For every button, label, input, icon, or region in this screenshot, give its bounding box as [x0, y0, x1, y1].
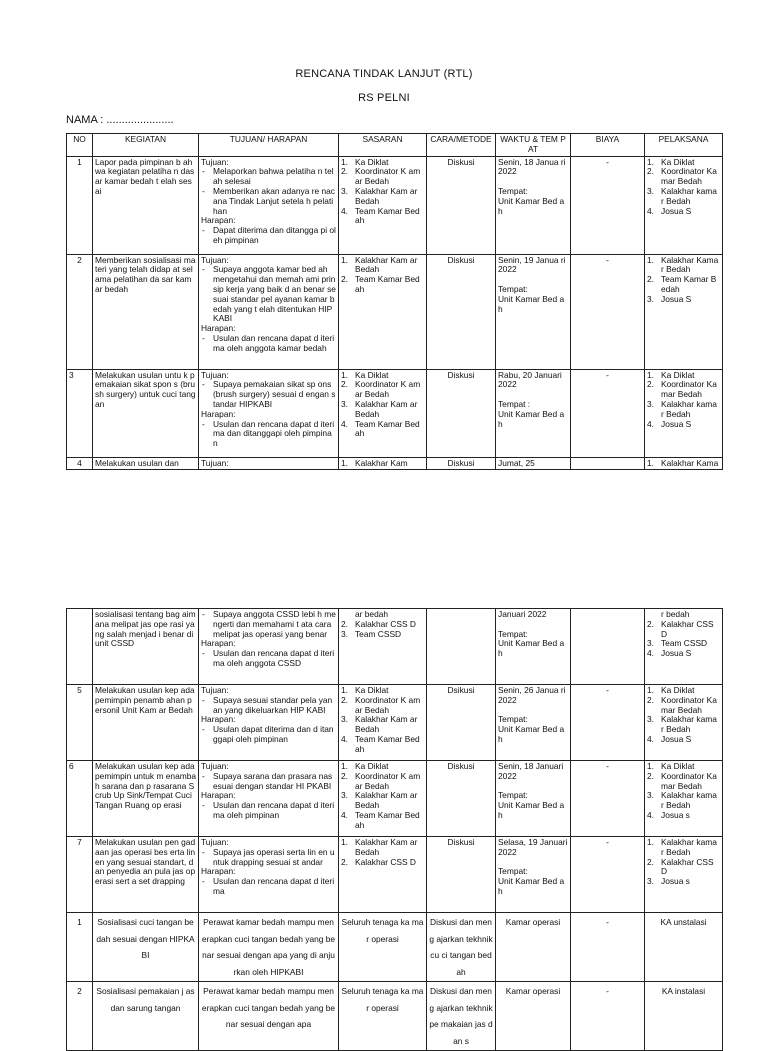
row-metode: Diskusi: [427, 457, 496, 470]
row-sasaran: [339, 457, 427, 470]
row-no: 2: [67, 982, 93, 1051]
sasaran-item: 2. Koordinator K amar Bedah: [341, 770, 421, 791]
sasaran-item: 1. Kalakhar Kam: [341, 457, 408, 468]
pelaksana-item: 1. Ka Diklat: [647, 369, 695, 380]
pelaksana-item: 1. Kalakhar kama r Bedah: [647, 837, 717, 857]
sasaran-item: 2. Kalakhar CSS D: [341, 618, 416, 629]
row-pelaksana: [645, 761, 723, 837]
sasaran-item: 1. Ka Diklat: [341, 156, 389, 167]
row-no: [67, 609, 93, 685]
row-sasaran: Seluruh tenaga ka mar operasi: [339, 913, 427, 982]
row-kegiatan: sosialisasi tentang bag aimana melipat jas ope rasi yang salah menjad i benar di unit CSSD: [93, 609, 199, 685]
row-metode: [427, 609, 496, 685]
document-subtitle: RS PELNI: [358, 92, 410, 104]
pelaksana-item: 1. Ka Diklat: [647, 156, 695, 167]
row-sasaran: ar bedah 2. Kalakhar CSS D 3. Team CSSD: [339, 609, 427, 685]
row-no: 1: [67, 913, 93, 982]
sasaran-item: 3. Kalakhar Kam ar Bedah: [341, 790, 418, 811]
tujuan-item: - Memberikan akan adanya re nacana Tindak Lanjut setela h pelatihan: [201, 187, 336, 216]
sasaran-item: 1. Ka Diklat: [341, 685, 389, 695]
row-sasaran: [339, 837, 427, 913]
row-tujuan: Tujuan: - Supaya anggota kamar bed ah mengetahui dan memah ami prinsip kerja yang baik d an benar sesuai standar pel ayanan kamar bedah yang t elah ditentukan HIPKABI Harapan: - Usulan dan rencana dapat d iterima oleh anggota kamar bedah: [199, 254, 339, 369]
row-tujuan: Tujuan:: [199, 457, 339, 470]
row-sasaran: [339, 156, 427, 254]
sasaran-item: 2. Koordinator K amar Bedah: [341, 379, 421, 400]
table-row: [67, 457, 723, 470]
row-sasaran: [339, 761, 427, 837]
row-kegiatan: Lapor pada pimpinan b ahwa kegiatan pelatiha n dasar kamar bedah t elah sesai: [93, 156, 199, 254]
sasaran-item: 2. Team Kamar Bedah: [341, 274, 420, 294]
harapan-item: - Usulan dan rencana dapat d iterima oleh anggota CSSD: [201, 649, 336, 669]
nama-field: NAMA : ......................: [66, 114, 174, 126]
harapan-item: - Usulan dan rencana dapat d iterima oleh anggota kamar bedah: [201, 334, 336, 354]
row-no: 2: [67, 254, 93, 369]
table-row: [67, 369, 723, 457]
harapan-item: - Usulan dan rencana dapat d iterima dan ditanggapi oleh pimpinan: [201, 420, 336, 449]
row-pelaksana: [645, 685, 723, 761]
pelaksana-item: 3. Josua s: [647, 876, 690, 887]
header-biaya: BIAYA: [571, 134, 645, 157]
sasaran-item: 1. Kalakhar Kam ar Bedah: [341, 837, 418, 857]
row-pelaksana: [645, 254, 723, 369]
sasaran-item: 1. Ka Diklat: [341, 761, 389, 771]
harapan-item: - Usulan dapat diterima dan d itanggapi oleh pimpinan: [201, 725, 336, 745]
table-row: [67, 837, 723, 913]
rtl-table-page-2: [66, 608, 723, 1051]
harapan-item: - Dapat diterima dan ditangga pi oleh pimpinan: [201, 226, 336, 246]
rtl-table-page-1: [66, 133, 723, 470]
pelaksana-item: 4. Josua S: [647, 205, 692, 216]
row-tujuan: Tujuan: - Supaya sarana dan prasara nasesuai dengan standar HI PKABI Harapan: - Usulan dan rencana dapat d iterima oleh pimpinan: [199, 761, 339, 837]
table-row: [67, 982, 723, 1051]
table-row-continued: [67, 609, 723, 685]
pelaksana-item: 1. Kalakhar Kama r Bedah: [647, 254, 719, 275]
tujuan-item: - Supaya pemakaian sikat sp ons (brush surgery) sesuai d engan standar HIPKABI: [201, 380, 336, 409]
pelaksana-item: 2. Koordinator Ka mar Bedah: [647, 770, 717, 791]
harapan-item: - Usulan dan rencana dapat d iterima: [201, 877, 336, 897]
document-title: RENCANA TINDAK LANJUT (RTL): [295, 68, 473, 80]
row-metode: Diskusi: [427, 156, 496, 254]
row-kegiatan: Sosialisasi cuci tangan bedah sesuai dengan HIPKABI: [93, 913, 199, 982]
row-pelaksana: r bedah 2. Kalakhar CSS D 3. Team CSSD 4. Josua S: [645, 609, 723, 685]
pelaksana-item: 4. Josua S: [647, 648, 692, 659]
pelaksana-item: 4. Josua S: [647, 733, 692, 744]
row-tujuan: Tujuan: - Supaya sesuai standar pela yanan yang dikeluarkan HIP KABI Harapan: - Usulan dapat diterima dan d itanggapi oleh pimpinan: [199, 685, 339, 761]
row-no: 7: [67, 837, 93, 913]
row-kegiatan: Melakukan usulan untu k pemakaian sikat spon s (brush surgery) untuk cuci tangan: [93, 369, 199, 457]
row-waktu: Jumat, 25: [496, 457, 571, 470]
row-waktu: Senin, 18 Janua ri 2022 Tempat: Unit Kamar Bed ah: [496, 156, 571, 254]
tujuan-item: - Supaya sesuai standar pela yanan yang dikeluarkan HIP KABI: [201, 696, 336, 716]
row-tujuan: Tujuan: - Supaya pemakaian sikat sp ons (brush surgery) sesuai d engan standar HIPKABI Harapan: - Usulan dan rencana dapat d iterima dan ditanggapi oleh pimpinan: [199, 369, 339, 457]
row-metode: Diskusi: [427, 254, 496, 369]
sasaran-item: 1. Kalakhar Kam ar Bedah: [341, 254, 418, 275]
row-waktu: Senin, 19 Janua ri 2022 Tempat: Unit Kamar Bed ah: [496, 254, 571, 369]
page-gap: [0, 480, 768, 608]
row-metode: Diskusi dan meng ajarkan tekhnik cu ci tangan bedah: [427, 913, 496, 982]
row-pelaksana: KA unstalasi: [645, 913, 723, 982]
row-pelaksana: [645, 369, 723, 457]
table-row: [67, 685, 723, 761]
row-no: 3: [67, 369, 93, 457]
row-kegiatan: Sosialisasi pemakaian j as dan sarung tangan: [93, 982, 199, 1051]
sasaran-item: 3. Kalakhar Kam ar Bedah: [341, 714, 418, 735]
row-biaya: -: [571, 913, 645, 982]
row-kegiatan: Melakukan usulan dan: [93, 457, 199, 470]
row-kegiatan: Melakukan usulan kep ada pemimpin untuk m enambah sarana dan p rasarana Scrub Up Sink/Tempat Cuci Tangan Ruang op erasi: [93, 761, 199, 837]
sasaran-item: 4. Team Kamar Bedah: [341, 205, 420, 226]
row-no: 6: [67, 761, 93, 837]
row-metode: Dsikusi: [427, 685, 496, 761]
sasaran-item: 3. Team CSSD: [341, 628, 402, 639]
row-sasaran: [339, 369, 427, 457]
pelaksana-item: 4. Josua s: [647, 809, 690, 820]
row-waktu: Senin, 18 Januari 2022 Tempat: Unit Kamar Bed ah: [496, 761, 571, 837]
pelaksana-item: 2. Koordinator Ka mar Bedah: [647, 694, 717, 715]
row-waktu: Rabu, 20 Januari 2022 Tempat : Unit Kamar Bed ah: [496, 369, 571, 457]
sasaran-item: 3. Kalakhar Kam ar Bedah: [341, 185, 418, 206]
row-tujuan: Perawat kamar bedah mampu menerapkan cuci tangan bedah yang benar sesuai dengan apa yang di anjurkan oleh HIPKABI: [199, 913, 339, 982]
pelaksana-item: 1. Ka Diklat: [647, 761, 695, 771]
pelaksana-item: 2. Kalakhar CSS D: [647, 618, 714, 639]
header-kegiatan: KEGIATAN: [93, 134, 199, 157]
header-waktu: WAKTU & TEM PAT: [496, 134, 571, 157]
row-tujuan: Perawat kamar bedah mampu menerapkan cuci tangan bedah yang benar sesuai dengan apa: [199, 982, 339, 1051]
tujuan-label: Tujuan:: [201, 156, 229, 167]
table-row: [67, 761, 723, 837]
document-page-2: [0, 608, 768, 1046]
row-biaya: [571, 457, 645, 470]
row-waktu: Senin, 26 Janua ri 2022 Tempat: Unit Kamar Bed ah: [496, 685, 571, 761]
row-kegiatan: Memberikan sosialisasi materi yang telah didap at selama pelatihan da sar kamar bedah: [93, 254, 199, 369]
row-biaya: -: [571, 982, 645, 1051]
pelaksana-item: 3. Kalakhar kama r Bedah: [647, 398, 717, 419]
row-metode: Diskusi: [427, 369, 496, 457]
pelaksana-item: 2. Kalakhar CSS D: [647, 856, 714, 877]
row-kegiatan: Melakukan usulan kep ada pemimpin penamb ahan personil Unit Kam ar Bedah: [93, 685, 199, 761]
row-no: 1: [67, 156, 93, 254]
row-sasaran: [339, 685, 427, 761]
pelaksana-item: 4. Josua S: [647, 418, 692, 429]
row-pelaksana: [645, 457, 723, 470]
sasaran-item: 3. Kalakhar Kam ar Bedah: [341, 398, 418, 419]
tujuan-item: - Supaya anggota CSSD lebi h mengerti dan memahami t ata cara melipat jas operasi yang benar: [201, 610, 336, 639]
row-biaya: -: [571, 156, 645, 254]
pelaksana-item: 3. Kalakhar kama r Bedah: [647, 714, 717, 735]
row-waktu: Kamar operasi: [496, 913, 571, 982]
header-metode: CARA/METODE: [427, 134, 496, 157]
row-biaya: -: [571, 685, 645, 761]
sasaran-item: 1. Ka Diklat: [341, 369, 389, 380]
row-no: 4: [67, 457, 93, 470]
header-tujuan: TUJUAN/ HARAPAN: [199, 134, 339, 157]
row-waktu: Januari 2022 Tempat: Unit Kamar Bed ah: [496, 609, 571, 685]
pelaksana-item: 2. Team Kamar B edah: [647, 274, 717, 294]
pelaksana-item: 1. Kalakhar Kama: [647, 457, 719, 468]
row-pelaksana: KA instalasi: [645, 982, 723, 1051]
tujuan-item: - Supaya sarana dan prasara nasesuai dengan standar HI PKABI: [201, 772, 336, 792]
sasaran-item: 2. Koordinator K amar Bedah: [341, 694, 421, 715]
row-sasaran: Seluruh tenaga ka mar operasi: [339, 982, 427, 1051]
pelaksana-item: 1. Ka Diklat: [647, 685, 695, 695]
row-biaya: -: [571, 254, 645, 369]
tujuan-item: - Supaya anggota kamar bed ah mengetahui dan memah ami prinsip kerja yang baik d an benar sesuai standar pel ayanan kamar bedah yang t elah ditentukan HIPKABI: [201, 265, 336, 324]
table-row: [67, 156, 723, 254]
sasaran-item: 2. Koordinator K amar Bedah: [341, 166, 421, 187]
table-row: [67, 254, 723, 369]
row-waktu: Kamar operasi: [496, 982, 571, 1051]
row-tujuan: - Supaya anggota CSSD lebi h mengerti dan memahami t ata cara melipat jas operasi yang benar Harapan: - Usulan dan rencana dapat d iterima oleh anggota CSSD: [199, 609, 339, 685]
document-page-1: [0, 0, 768, 480]
row-sasaran: [339, 254, 427, 369]
pelaksana-item: 2. Koordinator Ka mar Bedah: [647, 166, 717, 187]
row-kegiatan: Melakukan usulan pen gadaan jas operasi bes erta linen yang sesuai standart, dan penyedia an pula jas operasi sert a set drapping: [93, 837, 199, 913]
row-biaya: -: [571, 837, 645, 913]
pelaksana-item: 3. Kalakhar kama r Bedah: [647, 185, 717, 206]
pelaksana-item: 3. Josua S: [647, 293, 692, 304]
header-sasaran: SASARAN: [339, 134, 427, 157]
row-metode: Diskusi dan meng ajarkan tekhnik pe makaian jas dan s: [427, 982, 496, 1051]
row-tujuan: Tujuan: - Supaya jas operasi serta lin en untuk drapping sesuai st andar Harapan: - Usulan dan rencana dapat d iterima: [199, 837, 339, 913]
row-tujuan: [199, 156, 339, 254]
pelaksana-item: 3. Team CSSD: [647, 638, 708, 649]
row-biaya: [571, 609, 645, 685]
row-biaya: -: [571, 761, 645, 837]
row-pelaksana: [645, 156, 723, 254]
row-metode: Diskusi: [427, 761, 496, 837]
sasaran-item: 2. Kalakhar CSS D: [341, 856, 416, 867]
row-metode: Diskusi: [427, 837, 496, 913]
sasaran-item: 4. Team Kamar Bedah: [341, 809, 420, 830]
harapan-item: - Usulan dan rencana dapat d iterima oleh pimpinan: [201, 801, 336, 821]
table-row: [67, 913, 723, 982]
tujuan-item: - Melaporkan bahwa pelatiha n telah selesai: [201, 167, 336, 187]
row-biaya: -: [571, 369, 645, 457]
harapan-label: Harapan:: [201, 215, 236, 226]
sasaran-item: 4. Team Kamar Bedah: [341, 418, 420, 439]
header-no: NO: [67, 134, 93, 157]
table-header-row: [67, 134, 723, 157]
sasaran-item: 4. Team Kamar Bedah: [341, 733, 420, 754]
pelaksana-item: 3. Kalakhar kama r Bedah: [647, 790, 717, 811]
row-pelaksana: [645, 837, 723, 913]
header-pelaksana: PELAKSANA: [645, 134, 723, 157]
row-waktu: Selasa, 19 Januari 2022 Tempat: Unit Kamar Bed ah: [496, 837, 571, 913]
pelaksana-item: 2. Koordinator Ka mar Bedah: [647, 379, 717, 400]
tujuan-item: - Supaya jas operasi serta lin en untuk drapping sesuai st andar: [201, 848, 336, 868]
row-no: 5: [67, 685, 93, 761]
